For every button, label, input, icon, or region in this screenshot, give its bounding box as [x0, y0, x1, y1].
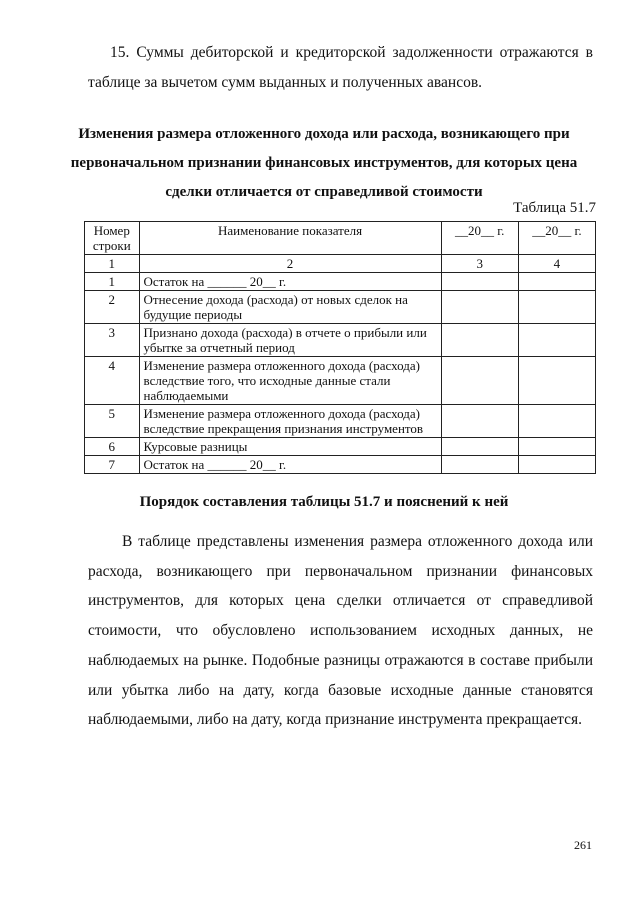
row-year1-value	[441, 438, 518, 456]
row-year2-value	[518, 357, 595, 405]
intro-paragraph: 15. Суммы дебиторской и кредиторской задолженности отражаются в таблице за вычетом сумм выданных и полученных авансов.	[88, 44, 593, 91]
row-name: Курсовые разницы	[139, 438, 441, 456]
row-year2-value	[518, 456, 595, 474]
row-year2-value	[518, 291, 595, 324]
table-caption: Таблица 51.7	[513, 200, 596, 216]
row-year1-value	[441, 405, 518, 438]
column-number: 1	[85, 255, 140, 273]
table-row	[85, 405, 596, 438]
row-year2-value	[518, 438, 595, 456]
column-number: 2	[139, 255, 441, 273]
row-name: Изменение размера отложенного дохода (расхода) вследствие того, что исходные данные стали наблюдаемыми	[139, 357, 441, 405]
row-number: 7	[85, 456, 140, 474]
row-name: Остаток на ______ 20__ г.	[139, 456, 441, 474]
row-number: 5	[85, 405, 140, 438]
header-year2: __20__ г.	[518, 222, 595, 255]
column-number: 4	[518, 255, 595, 273]
row-year1-value	[441, 291, 518, 324]
row-number: 1	[85, 273, 140, 291]
data-table	[84, 221, 596, 474]
row-number: 2	[85, 291, 140, 324]
subheading: Порядок составления таблицы 51.7 и пояснений к ней	[139, 494, 509, 510]
row-number: 6	[85, 438, 140, 456]
row-name: Изменение размера отложенного дохода (расхода) вследствие прекращения признания инструментов	[139, 405, 441, 438]
body-paragraph: В таблице представлены изменения размера отложенного дохода или расхода, возникающего при первоначальном признании финансовых инструментов, для которых цена сделки отличается от справедливой стоимости, что обусловлено использованием исходных данных, не наблюдаемых на рынке. Подобные разницы отражаются в составе прибыли или убытка либо на дату, когда базовые исходные данные становятся наблюдаемыми, либо на дату, когда признание инструмента прекращается.	[88, 533, 593, 729]
row-name: Признано дохода (расхода) в отчете о прибыли или убытке за отчетный период	[139, 324, 441, 357]
table-header-row	[85, 222, 596, 255]
page-number: 261	[574, 838, 592, 852]
table-row	[85, 324, 596, 357]
column-number: 3	[441, 255, 518, 273]
row-year1-value	[441, 324, 518, 357]
section-heading: Изменения размера отложенного дохода или расхода, возникающего при первоначальном признании финансовых инструментов, для которых цена сделки отличается от справедливой стоимости	[70, 126, 578, 200]
table-row	[85, 438, 596, 456]
column-number-row	[85, 255, 596, 273]
header-number: Номер строки	[85, 222, 140, 255]
row-year1-value	[441, 357, 518, 405]
row-number: 4	[85, 357, 140, 405]
table-row	[85, 456, 596, 474]
row-year1-value	[441, 456, 518, 474]
row-year2-value	[518, 324, 595, 357]
table-row	[85, 273, 596, 291]
row-name: Остаток на ______ 20__ г.	[139, 273, 441, 291]
table-row	[85, 357, 596, 405]
row-year2-value	[518, 273, 595, 291]
row-year1-value	[441, 273, 518, 291]
header-name: Наименование показателя	[139, 222, 441, 255]
row-name: Отнесение дохода (расхода) от новых сделок на будущие периоды	[139, 291, 441, 324]
table-row	[85, 291, 596, 324]
row-year2-value	[518, 405, 595, 438]
row-number: 3	[85, 324, 140, 357]
header-year1: __20__ г.	[441, 222, 518, 255]
